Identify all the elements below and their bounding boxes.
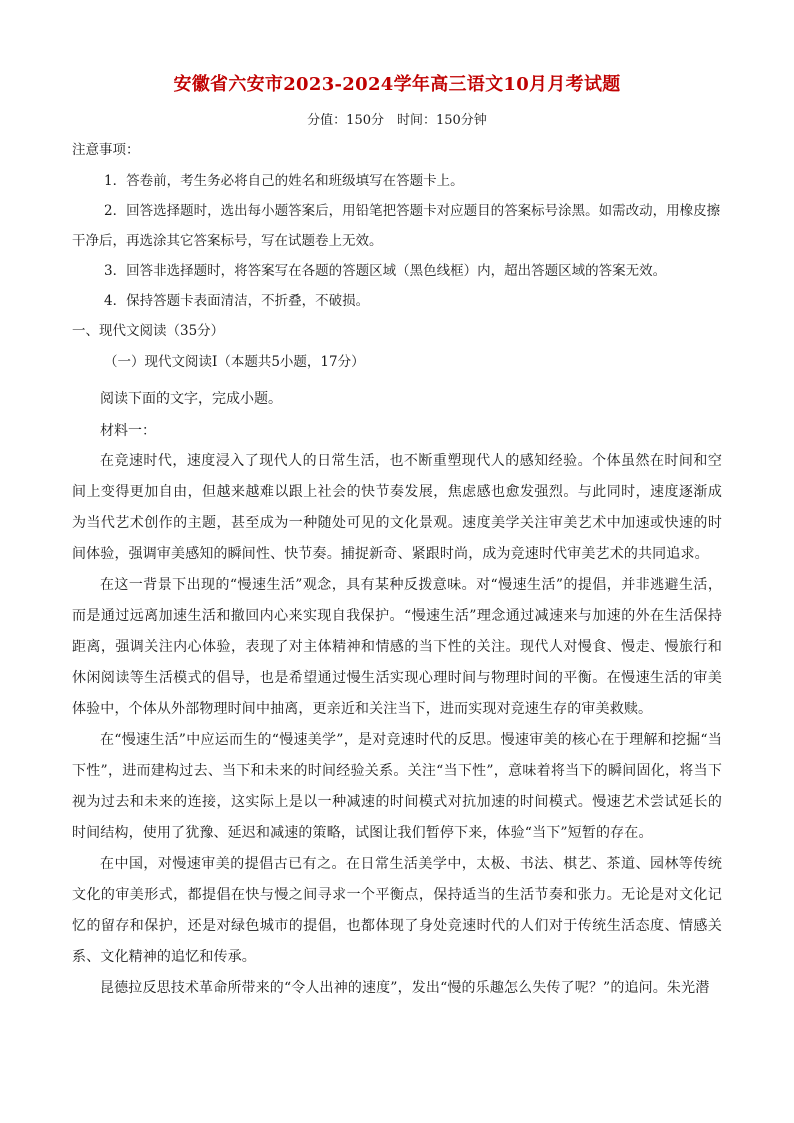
passage-paragraph-3: 在“慢速生活”中应运而生的“慢速美学”，是对竞速时代的反思。慢速审美的核心在于理解和挖掘“当下性”，进而建构过去、当下和未来的时间经验关系。关注“当下性”，意味着将当下的瞬间固化，将当下视为过去和未来的连接，这实际上是以一种减速的时间模式对抗加速的时间模式。慢速艺术尝试延长的时间结构，使用了犹豫、延迟和减速的策略，试图让我们暂停下来，体验“当下”短暂的存在。 xyxy=(72,732,722,841)
section-heading: 一、现代文阅读（35分） xyxy=(72,323,225,339)
reading-instruction: 阅读下面的文字，完成小题。 xyxy=(100,391,282,407)
note-item-3: 3．回答非选择题时，将答案写在各题的答题区域（黑色线框）内，超出答题区域的答案无效。 xyxy=(104,263,667,279)
passage-paragraph-1: 在竞速时代，速度浸入了现代人的日常生活，也不断重塑现代人的感知经验。个体虽然在时间和空间上变得更加自由，但越来越难以跟上社会的快节奏发展，焦虑感也愈发强烈。与此同时，速度逐渐成为当代艺术创作的主题，甚至成为一种随处可见的文化景观。速度美学关注审美艺术中加速或快速的时间体验，强调审美感知的瞬间性、快节奏。捕捉新奇、紧跟时尚，成为竞速时代审美艺术的共同追求。 xyxy=(72,453,722,562)
material-label: 材料一： xyxy=(100,423,156,439)
passage-paragraph-2: 在这一背景下出现的“慢速生活”观念，具有某种反拨意味。对“慢速生活”的提倡，并非逃避生活，而是通过远离加速生活和撤回内心来实现自我保护。“慢速生活”理念通过减速来与加速的外在生活保持距离，强调关注内心体验，表现了对主体精神和情感的当下性的关注。现代人对慢食、慢走、慢旅行和休闲阅读等生活模式的倡导，也是希望通过慢生活实现心理时间与物理时间的平衡。在慢速生活的审美体验中，个体从外部物理时间中抽离，更亲近和关注当下，进而实现对竞速生存的审美救赎。 xyxy=(72,577,722,717)
note-item-2: 2．回答选择题时，选出每小题答案后，用铅笔把答题卡对应题目的答案标号涂黑。如需改动，用橡皮擦干净后，再选涂其它答案标号，写在试题卷上无效。 xyxy=(72,203,721,249)
exam-content xyxy=(72,140,722,1004)
subsection-heading: （一）现代文阅读Ⅰ（本题共5小题，17分） xyxy=(104,354,365,370)
note-item-4: 4．保持答题卡表面清洁，不折叠，不破损。 xyxy=(104,293,370,309)
exam-score-time: 分值：150分 时间：150分钟 xyxy=(307,113,487,128)
notes-heading: 注意事项： xyxy=(72,142,140,158)
passage-paragraph-5: 昆德拉反思技术革命所带来的“令人出神的速度”，发出“慢的乐趣怎么失传了呢？”的追问。朱光潜 xyxy=(100,980,710,996)
exam-title: 安徽省六安市2023-2024学年高三语文10月月考试题 xyxy=(173,74,621,95)
passage-paragraph-4: 在中国，对慢速审美的提倡古已有之。在日常生活美学中，太极、书法、棋艺、茶道、园林等传统文化的审美形式，都提倡在快与慢之间寻求一个平衡点，保持适当的生活节奏和张力。无论是对文化记忆的留存和保护，还是对绿色城市的提倡，也都体现了身处竞速时代的人们对于传统生活态度、情感关系、文化精神的追忆和传承。 xyxy=(72,856,722,965)
note-item-1: 1．答卷前，考生务必将自己的姓名和班级填写在答题卡上。 xyxy=(104,173,464,189)
